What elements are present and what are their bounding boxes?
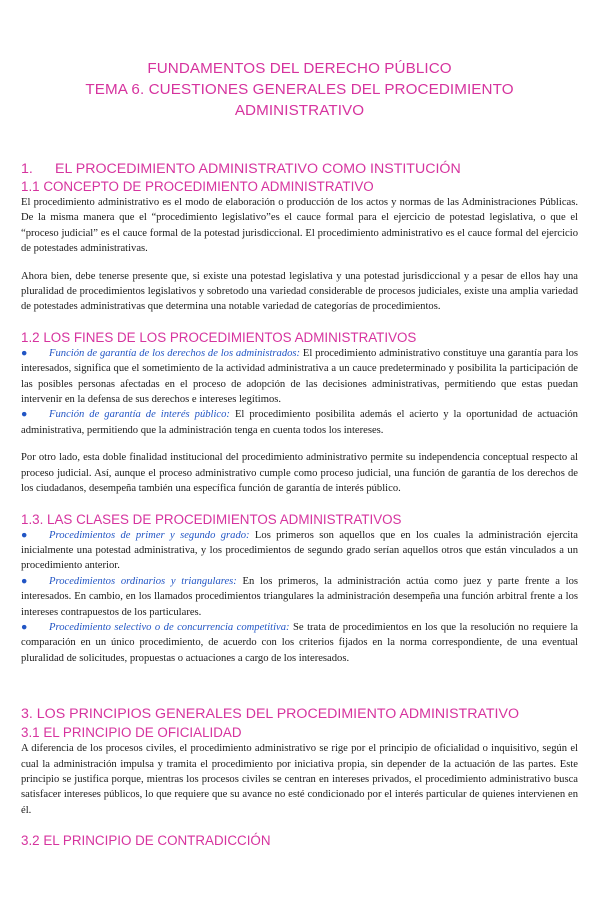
list-item bbox=[21, 528, 578, 574]
section-1-number: 1. bbox=[21, 161, 33, 177]
list-item bbox=[21, 620, 578, 666]
list-item-text: Se trata de procedimientos en los que la resolución no requiere la comparación en un único procedimiento, de acuerdo con los criterios fijados en la norma correspondiente, de una eventual pluralidad de solicitudes, propuestas o actuaciones a cargo de los interesados. bbox=[21, 621, 579, 664]
section-1-heading bbox=[21, 160, 578, 178]
document-title bbox=[21, 58, 578, 121]
bullet-icon: ● bbox=[21, 621, 28, 633]
section-1-title: EL PROCEDIMIENTO ADMINISTRATIVO COMO INSTITUCIÓN bbox=[55, 161, 461, 177]
bullet-icon: ● bbox=[21, 347, 28, 359]
list-item-text: El procedimiento administrativo constituye una garantía para los interesados, significa que el sometimiento de la actividad administrativa a un cauce predeterminado y posibilita la participación de las posibles personas afectadas en el proceso de adopción de las decisiones administrativas, permitiendo que estas puedan intervenir en la defensa de sus derechos e intereses legítimos. bbox=[21, 347, 578, 406]
section-1-2-heading: 1.2 LOS FINES DE LOS PROCEDIMIENTOS ADMINISTRATIVOS bbox=[21, 329, 417, 345]
bullet-icon: ● bbox=[21, 575, 28, 587]
title-line-3: ADMINISTRATIVO bbox=[234, 102, 365, 119]
section-3-2-heading: 3.2 EL PRINCIPIO DE CONTRADICCIÓN bbox=[21, 833, 271, 849]
section-3-1-heading: 3.1 EL PRINCIPIO DE OFICIALIDAD bbox=[21, 725, 242, 741]
list-item-lead: Procedimientos ordinarios y triangulares: bbox=[49, 575, 237, 587]
list-item-lead: Función de garantía de los derechos de los administrados: bbox=[49, 347, 301, 359]
bullet-icon: ● bbox=[21, 409, 28, 421]
list-item-text: El procedimiento posibilita además el acierto y la oportunidad de actuación administrativa, permitiendo que la administración tenga en cuenta todos los intereses. bbox=[21, 409, 578, 436]
list-item-text: En los primeros, la administración actúa como juez y parte frente a los interesados. En cambio, en los llamados procedimientos triangulares la administración desempeña una función arbitral frente a los intereses contrapuestos de los particulares. bbox=[21, 575, 578, 618]
section-3-heading: 3. LOS PRINCIPIOS GENERALES DEL PROCEDIMIENTO ADMINISTRATIVO bbox=[21, 706, 519, 723]
section-3-1-paragraph: A diferencia de los procesos civiles, el procedimiento administrativo se rige por el principio de oficialidad o inquisitivo, según el cual la administración impulsa y tramita el procedimiento por iniciativa propia, sin depender de la actuación de las partes. Este principio se justifica porque, mientras los procesos civiles se centran en intereses privados, el procedimiento administrativo busca satisfacer intereses públicos, lo que requiere que su avance no esté condicionado por el interés particular de quienes intervienen en él. bbox=[21, 743, 578, 816]
title-line-2: TEMA 6. CUESTIONES GENERALES DEL PROCEDIMIENTO bbox=[85, 81, 514, 98]
section-1-3-heading: 1.3. LAS CLASES DE PROCEDIMIENTOS ADMINISTRATIVOS bbox=[21, 511, 402, 527]
list-item bbox=[21, 574, 578, 620]
title-line-1: FUNDAMENTOS DEL DERECHO PÚBLICO bbox=[147, 60, 452, 77]
list-item-lead: Procedimiento selectivo o de concurrencia competitiva: bbox=[49, 621, 290, 633]
section-1-1-heading: 1.1 CONCEPTO DE PROCEDIMIENTO ADMINISTRATIVO bbox=[21, 179, 374, 194]
section-1-2-paragraph: Por otro lado, esta doble finalidad institucional del procedimiento administrativo permite su independencia conceptual respecto al proceso judicial. Así, aunque el proceso administrativo cumple como proceso judicial, una función de garantía de los derechos de los ciudadanos, desempeña también una específica función de garantía de interés público. bbox=[21, 452, 578, 495]
list-item-text: Los primeros son aquellos que en los cuales la administración ejercita inicialmente una potestad administrativa, y los procedimientos de segundo grado serían aquellos otros que están vinculados a un procedimiento anterior. bbox=[21, 529, 578, 572]
section-1-1-paragraph-2: Ahora bien, debe tenerse presente que, si existe una potestad legislativa y una potestad jurisdiccional y a pesar de ellos hay una pluralidad de procedimientos legislativos y sobretodo una variedad considerable de procesos judiciales, existe una amplia variedad de potestades administrativas que determina una notable variedad de categorías de procedimientos. bbox=[21, 270, 578, 313]
document-page bbox=[0, 58, 600, 906]
list-item-lead: Procedimientos de primer y segundo grado: bbox=[49, 529, 250, 541]
list-item bbox=[21, 346, 578, 408]
bullet-icon: ● bbox=[21, 529, 28, 541]
list-item bbox=[21, 407, 578, 438]
list-item-lead: Función de garantía de interés público: bbox=[49, 409, 230, 421]
section-1-1-paragraph-1: El procedimiento administrativo es el modo de elaboración o producción de los actos y normas de las Administraciones Públicas. De la misma manera que el “procedimiento legislativo”es el cauce formal para el ejercicio de potestad legislativa, o que el “proceso judicial” es el cauce formal de la potestad jurisdiccional. El procedimiento administrativo es el cauce formal del ejercicio de potestades administrativas. bbox=[21, 197, 578, 255]
